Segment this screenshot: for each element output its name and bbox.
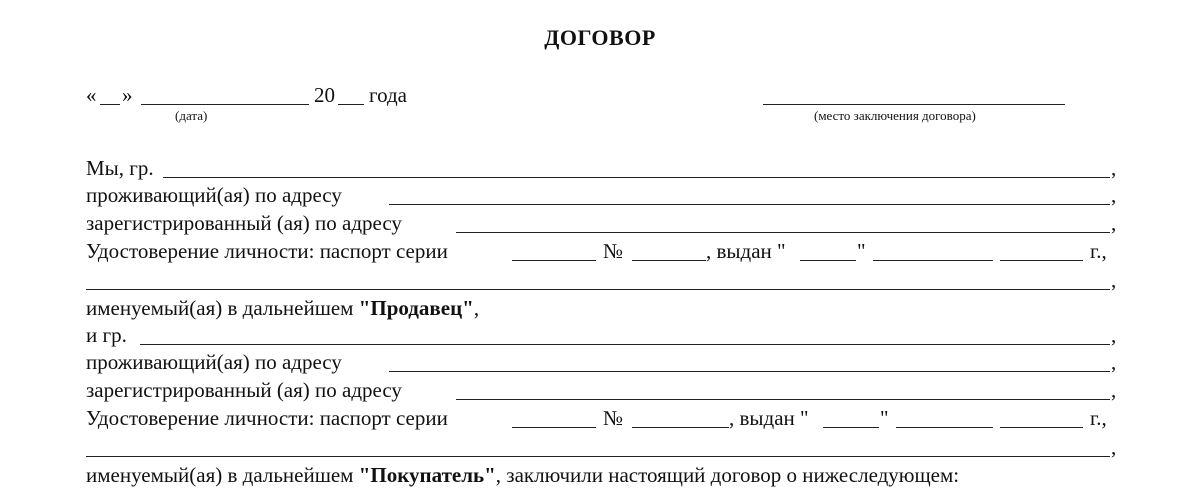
buyer-registration-blank[interactable] [456, 399, 1110, 400]
line-comma: , [1111, 378, 1117, 402]
seller-passport-series-blank[interactable] [512, 260, 596, 261]
line-comma: , [1111, 156, 1117, 180]
seller-role: "Продавец" [358, 296, 474, 320]
buyer-number-sign: № [603, 406, 624, 430]
date-caption: (дата) [175, 108, 208, 123]
buyer-named-line [86, 465, 959, 486]
year-blank[interactable] [338, 104, 364, 105]
buyer-issued-close-quote: " [880, 406, 889, 430]
buyer-issue-day-blank[interactable] [823, 427, 879, 428]
day-blank[interactable] [100, 104, 120, 105]
buyer-name-blank[interactable] [140, 344, 1110, 345]
buyer-registered-label: зарегистрированный (ая) по адресу [86, 378, 402, 402]
line-comma: , [1111, 435, 1117, 459]
buyer-passport-label: Удостоверение личности: паспорт серии [86, 406, 448, 430]
seller-passport-number-blank[interactable] [632, 260, 706, 261]
line-comma: , [1111, 350, 1117, 374]
line-comma: , [1111, 268, 1117, 292]
seller-number-sign: № [603, 239, 624, 263]
seller-issue-month-blank[interactable] [873, 260, 993, 261]
buyer-named-prefix: именуемый(ая) в дальнейшем [86, 463, 359, 487]
seller-year-abbr: г., [1090, 239, 1107, 263]
seller-issuer-blank[interactable] [86, 289, 1110, 290]
buyer-passport-series-blank[interactable] [512, 427, 596, 428]
seller-residing-label: проживающий(ая) по адресу [86, 183, 342, 207]
place-blank[interactable] [763, 104, 1065, 105]
buyer-issue-year-blank[interactable] [1000, 427, 1083, 428]
month-blank[interactable] [141, 104, 309, 105]
seller-citizen-label: Мы, гр. [86, 156, 154, 180]
buyer-role: "Покупатель" [358, 463, 496, 487]
document-title: ДОГОВОР [544, 25, 656, 50]
seller-registration-blank[interactable] [456, 232, 1110, 233]
place-caption: (место заключения договора) [814, 108, 976, 123]
seller-name-blank[interactable] [163, 177, 1110, 178]
buyer-passport-number-blank[interactable] [632, 427, 729, 428]
buyer-year-abbr: г., [1090, 406, 1107, 430]
buyer-issuer-blank[interactable] [86, 456, 1110, 457]
seller-named-prefix: именуемый(ая) в дальнейшем [86, 296, 359, 320]
seller-issued-close-quote: " [857, 239, 866, 263]
buyer-residence-blank[interactable] [389, 371, 1110, 372]
buyer-citizen-label: и гр. [86, 323, 127, 347]
seller-residence-blank[interactable] [389, 204, 1110, 205]
line-comma: , [1111, 211, 1117, 235]
year-prefix: 20 [314, 83, 335, 107]
line-comma: , [1111, 183, 1117, 207]
seller-issue-day-blank[interactable] [800, 260, 856, 261]
seller-issue-year-blank[interactable] [1000, 260, 1083, 261]
buyer-residing-label: проживающий(ая) по адресу [86, 350, 342, 374]
buyer-issue-month-blank[interactable] [896, 427, 993, 428]
buyer-named-suffix: , заключили настоящий договор о нижеследующем: [495, 463, 960, 487]
seller-named-line [86, 298, 479, 319]
quote-close: » [122, 83, 133, 107]
year-suffix: года [369, 83, 407, 107]
seller-named-suffix: , [473, 296, 480, 320]
seller-registered-label: зарегистрированный (ая) по адресу [86, 211, 402, 235]
seller-issued-label: , выдан " [706, 239, 786, 263]
quote-open: « [86, 83, 97, 107]
line-comma: , [1111, 323, 1117, 347]
buyer-issued-label: , выдан " [729, 406, 809, 430]
seller-passport-label: Удостоверение личности: паспорт серии [86, 239, 448, 263]
